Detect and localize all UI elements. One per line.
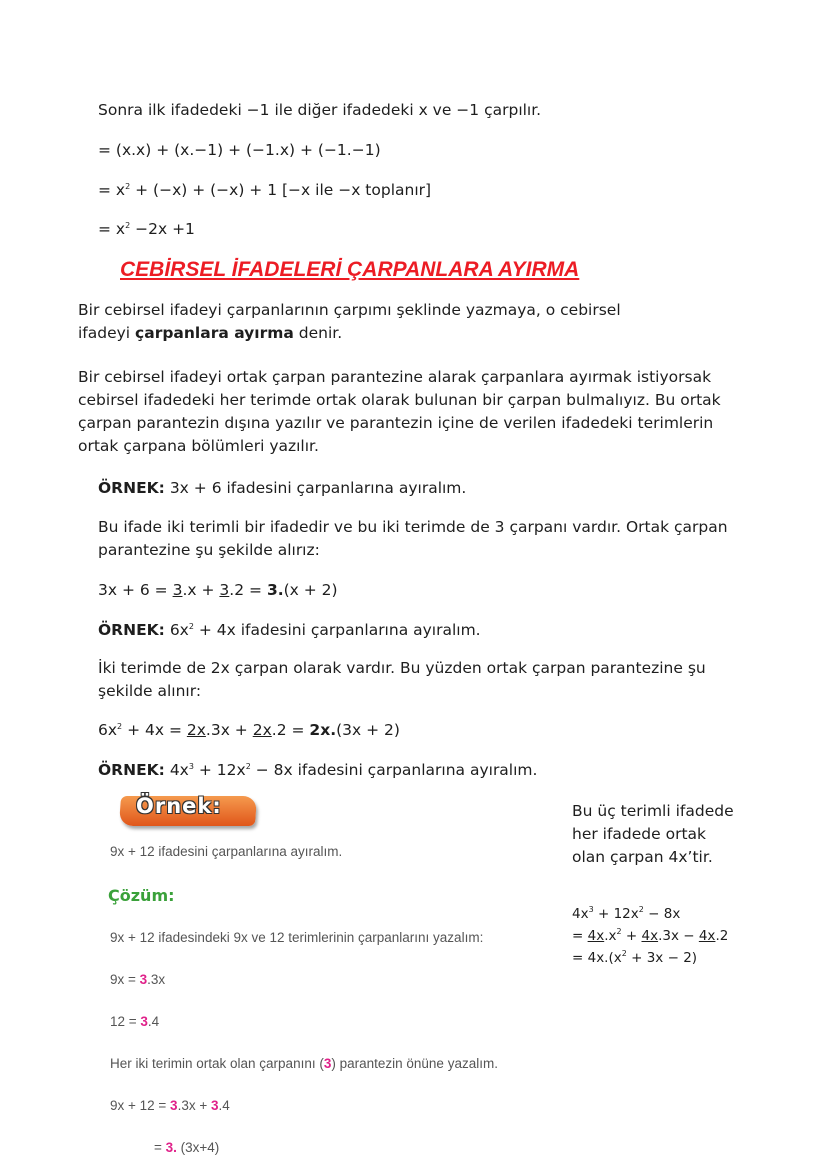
example-1-title: ÖRNEK: 3x + 6 ifadesini çarpanlarına ayıralım. xyxy=(98,479,467,497)
example-2-formula: $6x^2 + 4x = 2x.3x + 2x.2 = 2x.(3x + 2)$ xyxy=(98,721,400,739)
example-1-formula: 3x + 6 = 3.x + 3.2 = 3.(x + 2) xyxy=(98,581,338,599)
image-step: 12 = 3.4 xyxy=(110,1014,160,1029)
definition-paragraph: Bir cebirsel ifadeyi çarpanlarının çarpımı şeklinde yazmaya, o cebirsel ifadeyi çarpanlara ayırma denir. xyxy=(78,301,621,342)
text-line: = $x^2 + (-x) + (-x) + 1$ [−x ile −x toplanır] xyxy=(98,181,432,199)
side-formula: = $4x.x^2 + 4x.3x - 4x.2$ xyxy=(572,927,729,944)
example-2-title: ÖRNEK: $6x^2 + 4x$ ifadesini çarpanlarına ayıralım. xyxy=(98,621,481,639)
cozum-label: Çözüm: xyxy=(108,886,175,905)
image-step: = 3. (3x+4) xyxy=(154,1140,220,1155)
side-formula: $4x^3 + 12x^2 - 8x$ xyxy=(572,905,681,922)
example-3-title: ÖRNEK: $4x^3 + 12x^2 - 8x$ ifadesini çarpanlarına ayıralım. xyxy=(98,761,538,779)
image-question: 9x + 12 ifadesini çarpanlarına ayıralım. xyxy=(110,844,343,859)
intro-paragraph: Bir cebirsel ifadeyi ortak çarpan parantezine alarak çarpanlara ayırmak istiyorsak cebirsel ifadedeki her terimde ortak olarak bulunan bir çarpan bulmalıyız. Bu ortak çarpan parantezin dışına yazılır ve parantezin içine de verilen ifadedeki terimlerin ortak çarpana bölümleri yazılır. xyxy=(78,368,721,455)
ornek-badge: Örnek: xyxy=(114,790,260,832)
image-step: Her iki terimin ortak olan çarpanını (3) parantezin önüne yazalım. xyxy=(110,1056,498,1071)
section-heading: CEBİRSEL İFADELERİ ÇARPANLARA AYIRMA xyxy=(120,258,580,281)
example-1-explanation: Bu ifade iki terimli bir ifadedir ve bu iki terimde de 3 çarpanı vardır. Ortak çarpan parantezine şu şekilde alırız: xyxy=(98,518,728,559)
image-step: 9x + 12 = 3.3x + 3.4 xyxy=(110,1098,230,1113)
text-line: = (x.x) + (x.−1) + (−1.x) + (−1.−1) xyxy=(98,141,381,159)
example-2-explanation: İki terimde de 2x çarpan olarak vardır. Bu yüzden ortak çarpan parantezine şu şekilde alınır: xyxy=(98,659,706,700)
text-line: = $x^2 -2x +1$ xyxy=(98,220,195,238)
text-line: Sonra ilk ifadedeki −1 ile diğer ifadedeki x ve −1 çarpılır. xyxy=(98,101,542,119)
image-step: 9x + 12 ifadesindeki 9x ve 12 terimlerinin çarpanlarını yazalım: xyxy=(110,930,484,945)
side-formula: = $4x.(x^2 + 3x - 2)$ xyxy=(572,949,698,966)
image-step: 9x = 3.3x xyxy=(110,972,166,987)
side-note: Bu üç terimli ifadede her ifadede ortak olan çarpan 4x’tir. xyxy=(572,802,734,866)
